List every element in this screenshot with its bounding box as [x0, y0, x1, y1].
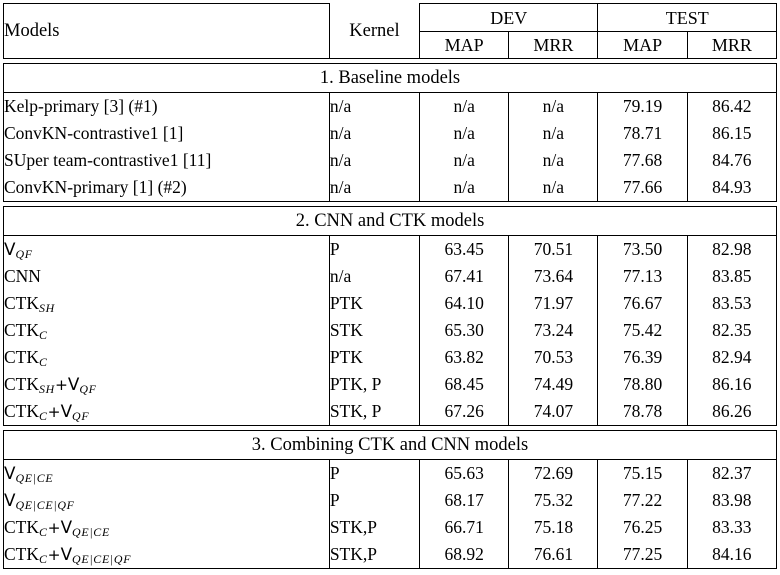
cell-test-map: 77.22: [598, 487, 687, 514]
cell-dev-map: 65.30: [420, 317, 509, 344]
header-row-groups: [4, 4, 777, 32]
cell-test-mrr: 82.35: [687, 317, 776, 344]
column-header-test-map: MAP: [598, 32, 687, 59]
cell-kernel: P: [329, 236, 419, 264]
cell-test-map: 77.68: [598, 147, 687, 174]
cell-test-mrr: 83.33: [687, 514, 776, 541]
table-header: [4, 4, 777, 59]
cell-model-name: $V_{QE|CE}$: [4, 460, 330, 488]
cell-dev-mrr: 73.64: [509, 263, 598, 290]
cell-kernel: n/a: [329, 120, 419, 147]
cell-test-mrr: 86.16: [687, 371, 776, 398]
cell-test-mrr: 82.94: [687, 344, 776, 371]
column-group-test: TEST: [598, 4, 777, 32]
cell-dev-mrr: 73.24: [509, 317, 598, 344]
table-row: [4, 120, 777, 147]
cell-kernel: PTK, P: [329, 371, 419, 398]
table-row: [4, 514, 777, 541]
table-row: [4, 460, 777, 488]
cell-dev-map: 64.10: [420, 290, 509, 317]
cell-test-map: 76.25: [598, 514, 687, 541]
cell-test-mrr: 84.76: [687, 147, 776, 174]
cell-dev-mrr: 75.18: [509, 514, 598, 541]
cell-model-name: $V_{QF}$: [4, 236, 330, 264]
cell-test-mrr: 83.53: [687, 290, 776, 317]
cell-dev-mrr: 72.69: [509, 460, 598, 488]
cell-kernel: n/a: [329, 147, 419, 174]
table-row: [4, 174, 777, 202]
cell-test-mrr: 84.93: [687, 174, 776, 202]
cell-test-mrr: 83.85: [687, 263, 776, 290]
cell-test-map: 77.13: [598, 263, 687, 290]
column-header-dev-mrr: MRR: [509, 32, 598, 59]
cell-kernel: n/a: [329, 93, 419, 121]
column-header-test-mrr: MRR: [687, 32, 776, 59]
cell-test-map: 77.25: [598, 541, 687, 569]
table-row: [4, 290, 777, 317]
section-header-row: [4, 431, 777, 460]
column-group-dev: DEV: [420, 4, 598, 32]
cell-kernel: n/a: [329, 263, 419, 290]
cell-dev-map: 67.26: [420, 398, 509, 426]
table-row: [4, 263, 777, 290]
column-header-dev-map: MAP: [420, 32, 509, 59]
cell-model-name: $CTK_{SH}+V_{QF}$: [4, 371, 330, 398]
cell-kernel: STK, P: [329, 398, 419, 426]
cell-model-name: $CTK_C$: [4, 317, 330, 344]
table-row: [4, 487, 777, 514]
cell-dev-map: 68.17: [420, 487, 509, 514]
table-row: [4, 541, 777, 569]
section-title: 3. Combining CTK and CNN models: [4, 431, 777, 460]
cell-test-mrr: 84.16: [687, 541, 776, 569]
results-table-container: [3, 3, 777, 569]
cell-test-map: 78.78: [598, 398, 687, 426]
cell-model-name: ConvKN-contrastive1 [1]: [4, 120, 330, 147]
cell-test-map: 78.71: [598, 120, 687, 147]
table-body: [4, 59, 777, 569]
cell-dev-map: n/a: [420, 147, 509, 174]
results-table: [3, 3, 777, 569]
cell-test-mrr: 86.26: [687, 398, 776, 426]
table-row: [4, 398, 777, 426]
cell-kernel: P: [329, 487, 419, 514]
cell-kernel: PTK: [329, 344, 419, 371]
cell-test-mrr: 86.42: [687, 93, 776, 121]
cell-dev-map: n/a: [420, 93, 509, 121]
cell-test-map: 76.39: [598, 344, 687, 371]
cell-model-name: $CTK_C+V_{QE|CE}$: [4, 514, 330, 541]
cell-dev-mrr: 76.61: [509, 541, 598, 569]
cell-model-name: $CTK_C$: [4, 344, 330, 371]
cell-dev-map: 66.71: [420, 514, 509, 541]
cell-kernel: STK,P: [329, 541, 419, 569]
cell-kernel: n/a: [329, 174, 419, 202]
cell-model-name: $CTK_{SH}$: [4, 290, 330, 317]
cell-dev-map: 63.82: [420, 344, 509, 371]
cell-dev-mrr: 74.49: [509, 371, 598, 398]
cell-model-name: $CTK_C+V_{QF}$: [4, 398, 330, 426]
cell-dev-map: 67.41: [420, 263, 509, 290]
cell-test-map: 77.66: [598, 174, 687, 202]
cell-test-mrr: 86.15: [687, 120, 776, 147]
cell-test-map: 75.42: [598, 317, 687, 344]
cell-kernel: P: [329, 460, 419, 488]
cell-dev-mrr: 75.32: [509, 487, 598, 514]
cell-model-name: SUper team-contrastive1 [11]: [4, 147, 330, 174]
column-header-models: Models: [4, 4, 330, 59]
cell-test-map: 76.67: [598, 290, 687, 317]
section-header-row: [4, 207, 777, 236]
cell-model-name: $CTK_C+V_{QE|CE|QF}$: [4, 541, 330, 569]
cell-dev-map: 68.92: [420, 541, 509, 569]
cell-kernel: PTK: [329, 290, 419, 317]
cell-dev-map: n/a: [420, 174, 509, 202]
cell-model-name: CNN: [4, 263, 330, 290]
cell-dev-mrr: n/a: [509, 120, 598, 147]
cell-dev-map: n/a: [420, 120, 509, 147]
cell-dev-mrr: 74.07: [509, 398, 598, 426]
cell-kernel: STK: [329, 317, 419, 344]
cell-model-name: Kelp-primary [3] (#1): [4, 93, 330, 121]
cell-dev-map: 63.45: [420, 236, 509, 264]
cell-dev-mrr: n/a: [509, 93, 598, 121]
table-row: [4, 371, 777, 398]
cell-test-map: 78.80: [598, 371, 687, 398]
cell-test-map: 79.19: [598, 93, 687, 121]
cell-test-mrr: 82.98: [687, 236, 776, 264]
section-title: 1. Baseline models: [4, 64, 777, 93]
table-row: [4, 344, 777, 371]
table-row: [4, 93, 777, 121]
table-row: [4, 147, 777, 174]
section-title: 2. CNN and CTK models: [4, 207, 777, 236]
cell-dev-mrr: 71.97: [509, 290, 598, 317]
cell-dev-mrr: 70.51: [509, 236, 598, 264]
cell-test-mrr: 82.37: [687, 460, 776, 488]
cell-model-name: $V_{QE|CE|QF}$: [4, 487, 330, 514]
cell-dev-mrr: n/a: [509, 147, 598, 174]
cell-dev-mrr: n/a: [509, 174, 598, 202]
cell-kernel: STK,P: [329, 514, 419, 541]
cell-model-name: ConvKN-primary [1] (#2): [4, 174, 330, 202]
cell-test-mrr: 83.98: [687, 487, 776, 514]
table-row: [4, 317, 777, 344]
cell-test-map: 75.15: [598, 460, 687, 488]
section-header-row: [4, 64, 777, 93]
column-header-kernel: Kernel: [329, 4, 419, 59]
cell-dev-mrr: 70.53: [509, 344, 598, 371]
table-row: [4, 236, 777, 264]
cell-dev-map: 68.45: [420, 371, 509, 398]
cell-dev-map: 65.63: [420, 460, 509, 488]
cell-test-map: 73.50: [598, 236, 687, 264]
